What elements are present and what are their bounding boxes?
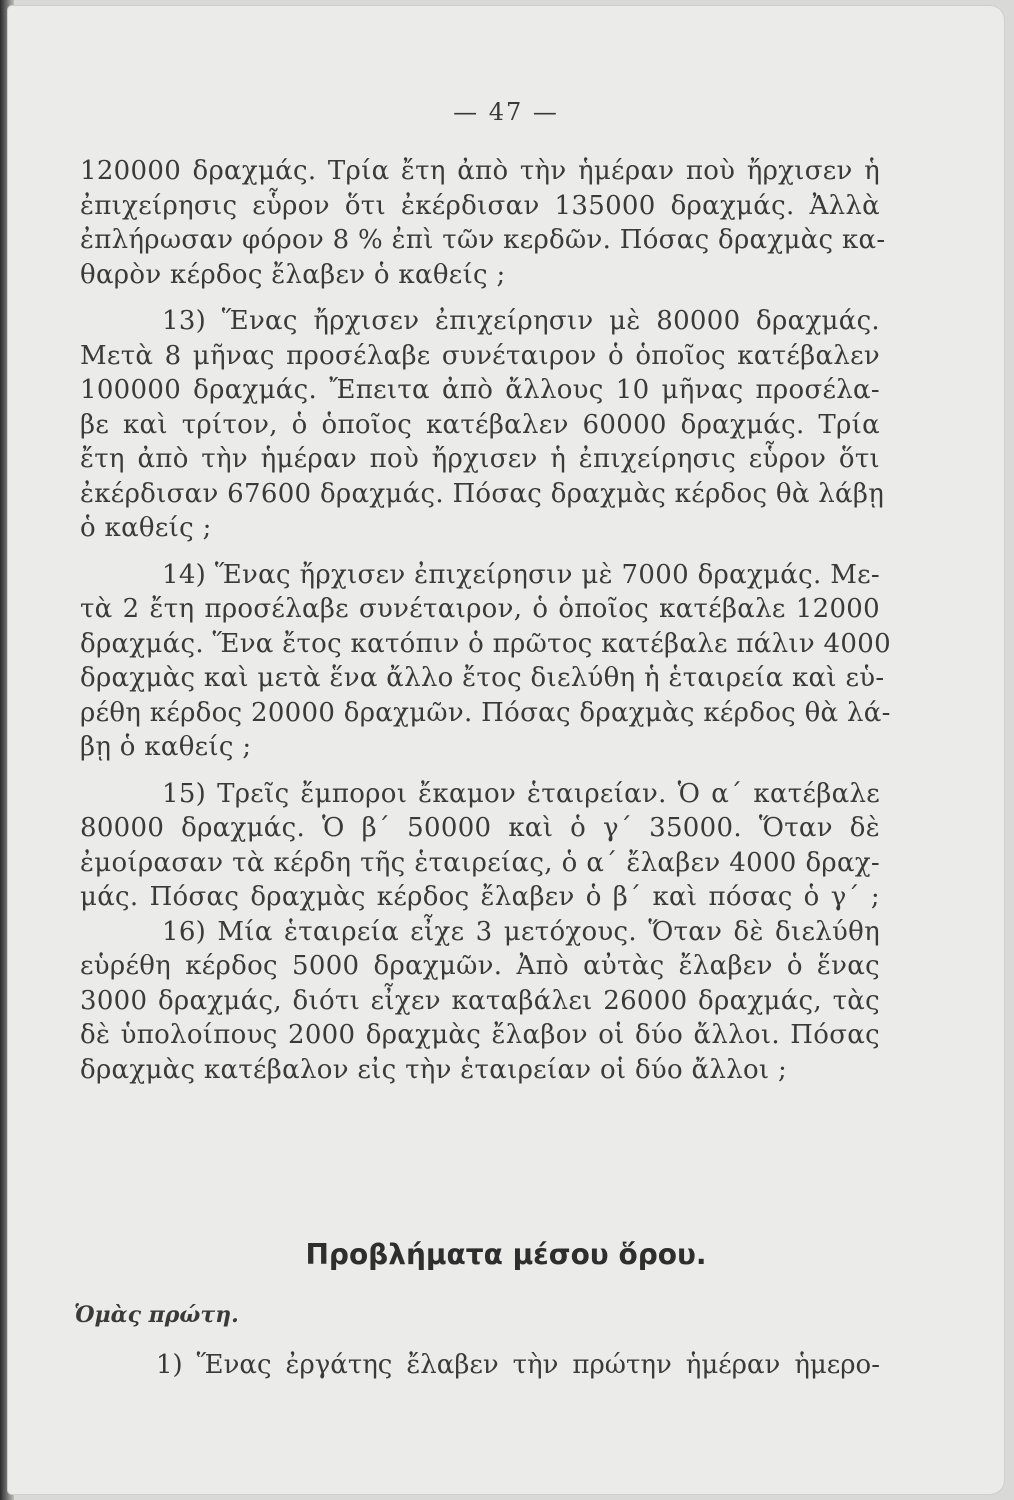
section-heading: Προβλήματα μέσου ὅρου. — [305, 1238, 707, 1271]
text-line: ἐμοίρασαν τὰ κέρδη τῆς ἑταιρείας, ὁ α΄ ἔλαβεν 4000 δραχ- — [80, 847, 880, 878]
text-line: ρέθη κέρδος 20000 δραχμῶν. Πόσας δραχμὰς κέρδος θὰ λά- — [80, 697, 891, 728]
text-line: 13) Ἕνας ἤρχισεν ἐπιχείρησιν μὲ 80000 δραχμάς. — [162, 306, 880, 336]
text-line: 16) Μία ἑταιρεία εἶχε 3 μετόχους. Ὅταν δὲ διελύθη — [162, 916, 880, 947]
text-line: ὁ καθείς ; — [80, 513, 212, 543]
text-line: θαρὸν κέρδος ἔλαβεν ὁ καθείς ; — [80, 259, 506, 290]
text-line: βῃ ὁ καθείς ; — [80, 732, 252, 762]
text-line: τὰ 2 ἔτη προσέλαβε συνέταιρον, ὁ ὁποῖος κατέβαλε 12000 — [80, 594, 880, 624]
text-line: 14) Ἕνας ἤρχισεν ἐπιχείρησιν μὲ 7000 δραχμάς. Με- — [162, 559, 880, 590]
text-line: 80000 δραχμάς. Ὁ β΄ 50000 καὶ ὁ γ΄ 35000. Ὅταν δὲ — [80, 813, 880, 843]
text-line: 120000 δραχμάς. Τρία ἔτη ἀπὸ τὴν ἡμέραν ποὺ ἤρχισεν ἡ — [80, 156, 880, 186]
page-number: — 47 — — [453, 98, 559, 126]
text-line: Μετὰ 8 μῆνας προσέλαβε συνέταιρον ὁ ὁποῖος κατέβαλεν — [80, 340, 880, 371]
text-line: δραχμάς. Ἕνα ἔτος κατόπιν ὁ πρῶτος κατέβαλε πάλιν 4000 — [80, 628, 891, 659]
text-line: δραχμὰς κατέβαλον εἰς τὴν ἑταιρείαν οἱ δύο ἄλλοι ; — [80, 1054, 788, 1085]
text-line: βε καὶ τρίτον, ὁ ὁποῖος κατέβαλεν 60000 δραχμάς. Τρία — [80, 409, 880, 440]
problem-15 — [80, 777, 880, 915]
body-text — [80, 154, 891, 1087]
paragraph-continuation — [80, 154, 886, 292]
book-page — [8, 6, 1004, 1494]
problem-13 — [80, 304, 885, 546]
text-line: 3000 δραχμάς, διότι εἶχεν καταβάλει 26000 δραχμάς, τὰς — [80, 985, 880, 1016]
problem-14 — [80, 558, 891, 765]
text-line: ἔτη ἀπὸ τὴν ἡμέραν ποὺ ἤρχισεν ἡ ἐπιχείρησις εὗρον ὅτι — [80, 444, 880, 474]
text-line: μάς. Πόσας δραχμὰς κέρδος ἔλαβεν ὁ β΄ καὶ πόσας ὁ γ΄ ; — [80, 882, 880, 912]
text-line: 100000 δραχμάς. Ἔπειτα ἀπὸ ἄλλους 10 μῆνας προσέλα- — [80, 375, 880, 405]
group-heading: Ὁμὰς πρώτη. — [74, 1302, 239, 1328]
text-line: δραχμὰς καὶ μετὰ ἕνα ἄλλο ἔτος διελύθη ἡ ἑταιρεία καὶ εὑ- — [80, 663, 885, 693]
text-line: εὑρέθη κέρδος 5000 δραχμῶν. Ἀπὸ αὐτὰς ἔλαβεν ὁ ἕνας — [80, 951, 880, 981]
problem-16 — [80, 915, 880, 1088]
text-line: ἐπλήρωσαν φόρον 8 % ἐπὶ τῶν κερδῶν. Πόσας δραχμὰς κα- — [80, 225, 886, 255]
text-line: δὲ ὑπολοίπους 2000 δραχμὰς ἔλαβον οἱ δύο ἄλλοι. Πόσας — [80, 1020, 880, 1050]
text-line: 15) Τρεῖς ἔμποροι ἔκαμον ἑταιρείαν. Ὁ α΄ κατέβαλε — [162, 778, 880, 809]
text-line: ἐπιχείρησις εὗρον ὅτι ἐκέρδισαν 135000 δραχμάς. Ἀλλὰ — [80, 190, 880, 221]
text-line: 1) Ἕνας ἐργάτης ἔλαβεν τὴν πρώτην ἡμέραν ἡμερο- — [156, 1350, 880, 1380]
text-line: ἐκέρδισαν 67600 δραχμάς. Πόσας δραχμὰς κέρδος θὰ λάβῃ — [80, 478, 885, 509]
